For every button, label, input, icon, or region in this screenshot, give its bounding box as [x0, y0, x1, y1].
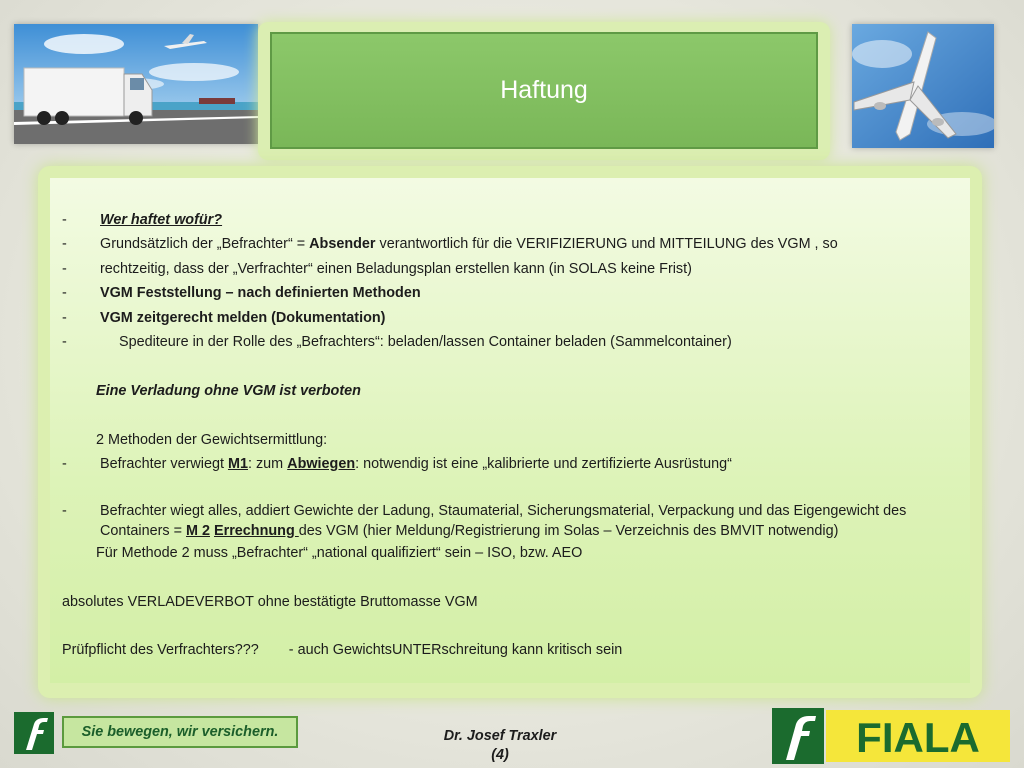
line-prohibited: Eine Verladung ohne VGM ist verboten [96, 382, 361, 399]
fiala-logo-text: FIALA [856, 714, 980, 761]
line-method-1 [62, 452, 958, 476]
bullet-dash: - [62, 334, 67, 351]
truck-photo [14, 24, 258, 144]
bullet-dash: - [62, 285, 67, 302]
text: Prüfpflicht des Verfrachters??? [62, 642, 259, 659]
abwiegen-label: Abwiegen [287, 456, 356, 473]
text: : zum [247, 456, 288, 473]
author-name: Dr. Josef Traxler [443, 728, 557, 744]
slogan-box [62, 716, 298, 748]
content-box [50, 178, 970, 683]
line-methods-heading: 2 Methoden der Gewichtsermittlung: [96, 431, 328, 448]
line-vgm-determination [62, 281, 958, 305]
fiala-logo [772, 708, 1012, 764]
fiala-f-logo-icon [14, 712, 54, 754]
text: verantwortlich für die VERIFIZIERUNG und MITTEILUNG des VGM , so [375, 236, 838, 253]
line-forwarders [62, 330, 958, 354]
line-vgm-report [62, 306, 958, 330]
footer-author [420, 727, 580, 765]
slide-title: Haftung [500, 76, 588, 104]
errechnung-label: Errechnung [214, 522, 299, 539]
bullet-dash: - [62, 456, 67, 473]
line-timely [62, 257, 958, 281]
airplane-photo [852, 24, 994, 148]
title-box [270, 32, 818, 149]
bullet-dash: - [62, 502, 67, 519]
page-number: (4) [491, 747, 509, 763]
bullet-dash: - [62, 236, 67, 253]
line-question [62, 208, 958, 232]
text: Grundsätzlich der „Befrachter“ = [100, 236, 310, 253]
slogan: Sie bewegen, wir versichern. [81, 724, 279, 740]
text: des VGM (hier Meldung/Registrierung im Solas – Verzeichnis des BMVIT notwendig) [298, 522, 839, 539]
m2-label: M 2 [186, 522, 210, 539]
question-text: Wer haftet wofür? [100, 212, 223, 228]
text: : notwendig ist eine „kalibrierte und zertifizierte Ausrüstung“ [355, 456, 732, 473]
text: Befrachter wiegt alles, addiert Gewichte der Ladung, Staumaterial, Sicherungsmaterial, Verpackung und das Eigengewicht des Containers = [100, 502, 907, 539]
line-method-2-qualified: Für Methode 2 muss „Befrachter“ „national qualifiziert“ sein – ISO, bzw. AEO [96, 544, 583, 561]
line-method-2 [62, 501, 958, 541]
bullet-dash: - [62, 309, 67, 326]
line-shipper [62, 232, 958, 256]
text: - auch GewichtsUNTERschreitung kann kritisch sein [288, 642, 623, 659]
line-check-duty [62, 638, 958, 662]
text: VGM Feststellung – nach definierten Methoden [100, 285, 421, 302]
m1-label: M1 [227, 456, 248, 473]
bold-absender: Absender [309, 236, 376, 253]
text: Befrachter verwiegt [100, 456, 228, 473]
text: rechtzeitig, dass der „Verfrachter“ einen Beladungsplan erstellen kann (in SOLAS keine Frist) [100, 260, 692, 277]
line-loading-ban: absolutes VERLADEVERBOT ohne bestätigte Bruttomasse VGM [62, 593, 478, 610]
text: Spediteure in der Rolle des „Befrachters“: beladen/lassen Container beladen (Sammelcontainer) [119, 334, 732, 351]
bullet-dash: - [62, 212, 67, 228]
bullet-dash: - [62, 260, 67, 277]
text: VGM zeitgerecht melden (Dokumentation) [100, 309, 386, 326]
